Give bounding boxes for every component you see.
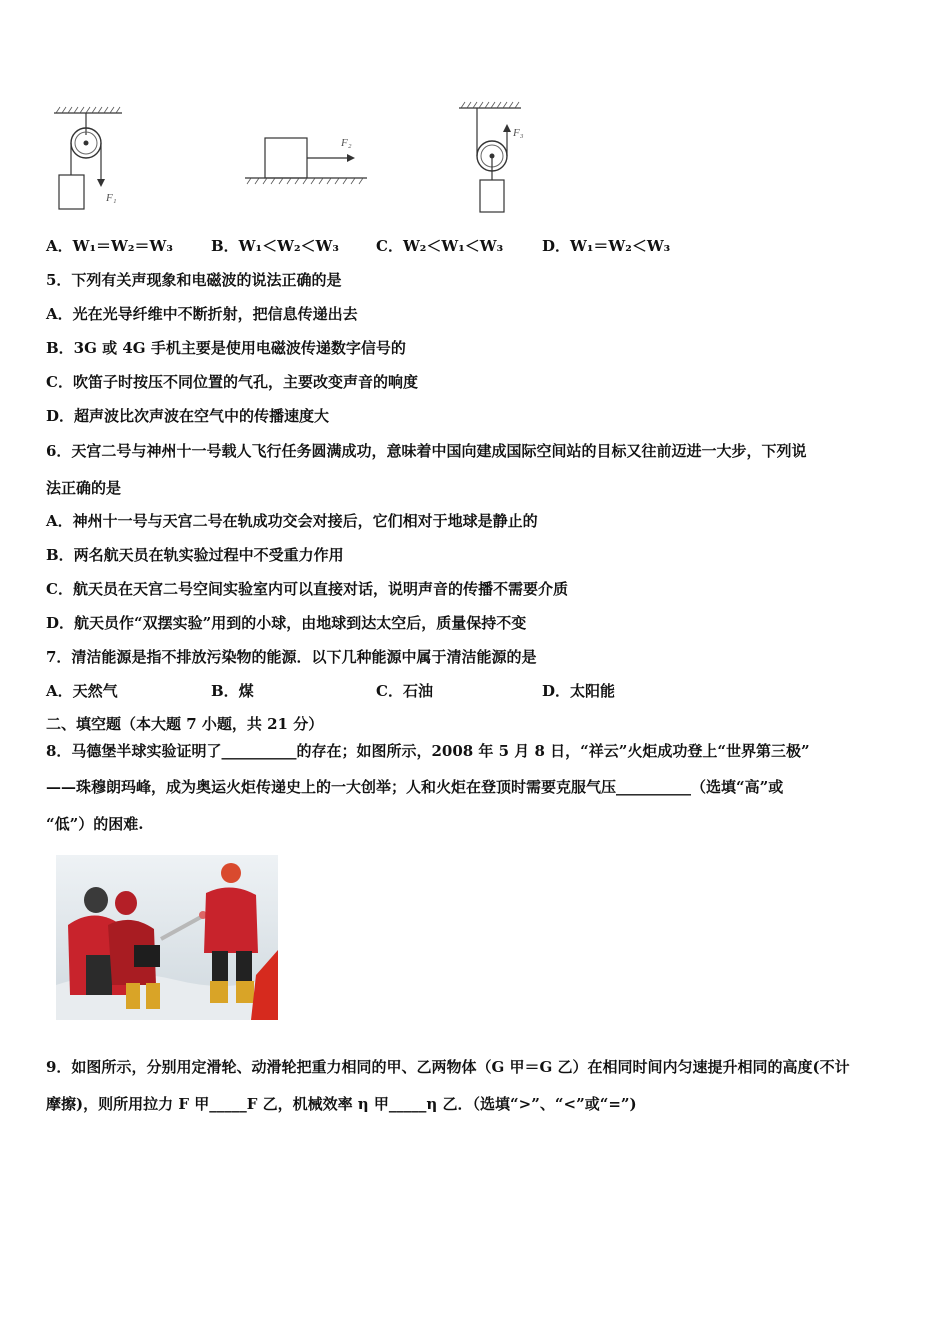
block-pull-figure [243,128,373,188]
q6-option-a: A．神州十一号与天宫二号在轨成功交会对接后，它们相对于地球是静止的 [46,512,538,530]
f3-label: F₃ [513,127,524,139]
f2-label: F₂ [341,137,352,149]
everest-torch-photo [56,855,278,1020]
q7-stem: 7．清洁能源是指不排放污染物的能源．以下几种能源中属于清洁能源的是 [46,648,537,666]
q7-option-a: A．天然气 [46,682,118,700]
q4-option-d: D．W₁＝W₂＜W₃ [542,237,671,255]
q6-option-c: C．航天员在天宫二号空间实验室内可以直接对话，说明声音的传播不需要介质 [46,580,568,598]
movable-pulley-figure [455,100,540,218]
section-title: 二、填空题（本大题 7 小题，共 21 分） [46,715,324,733]
q5-stem: 5．下列有关声现象和电磁波的说法正确的是 [46,271,342,289]
f1-label: F₁ [106,192,117,204]
q6-option-b: B．两名航天员在轨实验过程中不受重力作用 [46,546,344,564]
q8-line1: 8．马德堡半球实验证明了__________的存在；如图所示，2008 年 5 月 8 日，“祥云”火炬成功登上“世界第三极” [46,742,810,760]
q8-line2: ——珠穆朗玛峰，成为奥运火炬传递史上的一大创举；人和火炬在登顶时需要克服气压__________（选填“高”或 [46,778,784,796]
q5-option-b: B．3G 或 4G 手机主要是使用电磁波传递数字信号的 [46,339,406,357]
q7-option-d: D．太阳能 [542,682,616,700]
q6-option-d: D．航天员作“双摆实验”用到的小球，由地球到达太空后，质量保持不变 [46,614,527,632]
q9-line1: 9．如图所示，分别用定滑轮、动滑轮把重力相同的甲、乙两物体（G 甲＝G 乙）在相同时间内匀速提升相同的高度(不计 [46,1058,850,1076]
q7-option-c: C．石油 [376,682,433,700]
q5-option-a: A．光在光导纤维中不断折射，把信息传递出去 [46,305,358,323]
q4-option-a: A．W₁＝W₂＝W₃ [46,237,173,255]
q6-stem-line2: 法正确的是 [46,479,122,497]
q5-option-c: C．吹笛子时按压不同位置的气孔，主要改变声音的响度 [46,373,418,391]
q4-option-b: B．W₁＜W₂＜W₃ [211,237,339,255]
q9-line2: 摩擦)，则所用拉力 F 甲_____F 乙，机械效率 η 甲_____η 乙．（选填“>”、“<”或“=”) [46,1095,637,1113]
q7-option-b: B．煤 [211,682,254,700]
fixed-pulley-figure [50,105,130,215]
q6-stem-line1: 6．天宫二号与神州十一号载人飞行任务圆满成功，意味着中国向建成国际空间站的目标又往前迈进一大步，下列说 [46,442,807,460]
q4-option-c: C．W₂＜W₁＜W₃ [376,237,504,255]
q5-option-d: D．超声波比次声波在空气中的传播速度大 [46,407,330,425]
q8-line3: “低”）的困难. [46,815,144,833]
